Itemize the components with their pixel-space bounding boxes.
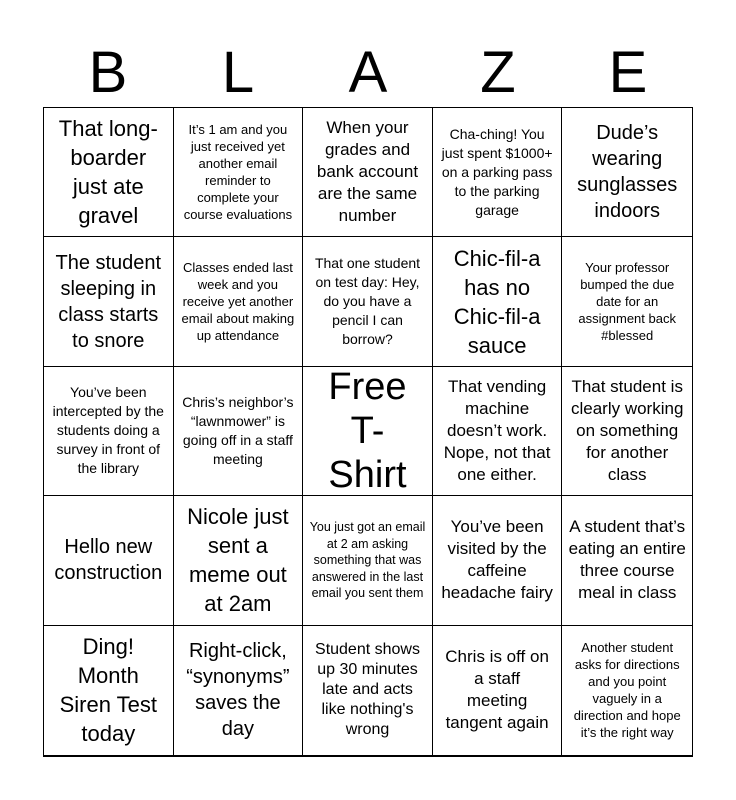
free-space-cell[interactable] <box>303 367 433 496</box>
bingo-cell[interactable] <box>303 237 433 366</box>
title-letter-e: E <box>608 40 648 105</box>
title-letter-z: Z <box>480 40 516 105</box>
bingo-cell[interactable] <box>174 367 304 496</box>
cell-text: Classes ended last week and you receive yet another email about making up attendance <box>181 260 295 344</box>
bingo-cell[interactable] <box>433 496 563 625</box>
bingo-cell[interactable] <box>44 626 174 755</box>
bingo-cell[interactable] <box>303 496 433 625</box>
bingo-board <box>43 107 693 757</box>
bingo-cell[interactable] <box>433 108 563 237</box>
bingo-cell[interactable] <box>174 626 304 755</box>
bingo-cell[interactable] <box>562 108 692 237</box>
cell-text: Chris is off on a staff meeting tangent again <box>445 647 549 733</box>
bingo-cell[interactable] <box>562 367 692 496</box>
cell-text: Another student asks for directions and you point vaguely in a direction and hope it’s the right way <box>573 640 681 741</box>
cell-text: Free T-Shirt <box>328 366 407 496</box>
cell-text: You just got an email at 2 am asking something that was answered in the last email you sent them <box>309 520 426 601</box>
title-letter-l: L <box>221 40 255 105</box>
cell-text: It’s 1 am and you just received yet another email reminder to complete your course evaluations <box>183 122 293 223</box>
cell-text: You’ve been intercepted by the students doing a survey in front of the library <box>52 384 164 477</box>
cell-text: Student shows up 30 minutes late and acts like nothing's wrong <box>315 641 420 739</box>
cell-text: Nicole just sent a meme out at 2am <box>187 504 289 617</box>
cell-text: That one student on test day: Hey, do you have a pencil I can borrow? <box>314 255 421 348</box>
bingo-cell[interactable] <box>174 496 304 625</box>
cell-text: That student is clearly working on something for another class <box>570 376 684 484</box>
bingo-cell[interactable] <box>562 496 692 625</box>
cell-text: Chic-fil-a has no Chic-fil-a sauce <box>453 245 541 358</box>
bingo-cell[interactable] <box>303 108 433 237</box>
cell-text: That long-boarder just ate gravel <box>58 116 158 229</box>
bingo-cell[interactable] <box>433 237 563 366</box>
title-letter-b: B <box>88 40 128 105</box>
cell-text: Chris’s neighbor’s “lawnmower” is going off in a staff meeting <box>182 393 294 467</box>
cell-text: The student sleeping in class starts to snore <box>55 251 162 352</box>
bingo-cell[interactable] <box>44 496 174 625</box>
cell-text: Your professor bumped the due date for an assignment back #blessed <box>578 260 676 344</box>
cell-text: When your grades and bank account are the same number <box>316 118 419 226</box>
bingo-cell[interactable] <box>44 237 174 366</box>
cell-text: Right-click, “synonyms” saves the day <box>186 640 290 741</box>
cell-text: Cha-ching! You just spent $1000+ on a parking pass to the parking garage <box>441 125 553 218</box>
bingo-cell[interactable] <box>562 237 692 366</box>
bingo-cell[interactable] <box>433 367 563 496</box>
bingo-title <box>43 38 693 108</box>
bingo-cell[interactable] <box>174 108 304 237</box>
bingo-cell[interactable] <box>44 108 174 237</box>
bingo-cell[interactable] <box>433 626 563 755</box>
bingo-cell[interactable] <box>303 626 433 755</box>
bingo-cell[interactable] <box>174 237 304 366</box>
bingo-cell[interactable] <box>562 626 692 755</box>
cell-text: That vending machine doesn’t work. Nope, not that one either. <box>443 376 551 484</box>
cell-text: Ding! Month Siren Test today <box>59 634 157 747</box>
bingo-cell[interactable] <box>44 367 174 496</box>
cell-text: Dude’s wearing sunglasses indoors <box>577 122 678 223</box>
cell-text: Hello new construction <box>54 536 163 585</box>
cell-text: You’ve been visited by the caffeine headache fairy <box>441 517 553 603</box>
cell-text: A student that’s eating an entire three course meal in class <box>568 517 686 603</box>
title-letter-a: A <box>348 40 388 105</box>
